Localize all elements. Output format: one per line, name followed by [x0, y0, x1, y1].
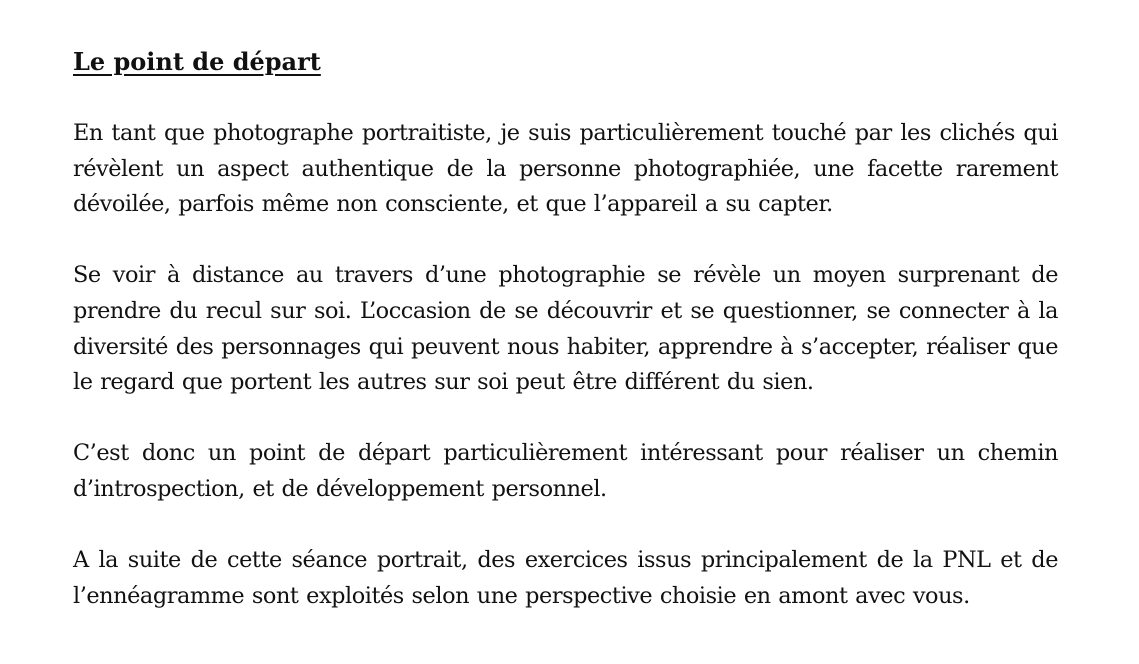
document-page	[73, 44, 1058, 614]
section-title: Le point de départ	[73, 47, 321, 76]
paragraph-introspection: C’est donc un point de départ particulièrement intéressant pour réaliser un chemin d’introspection, et de développement personnel.	[73, 440, 1058, 502]
paragraph-exercises: A la suite de cette séance portrait, des exercices issus principalement de la PNL et de l’ennéagramme sont exploités selon une perspective choisie en amont avec vous.	[73, 547, 1058, 609]
paragraph-distance: Se voir à distance au travers d’une photographie se révèle un moyen surprenant de prendre du recul sur soi. L’occasion de se découvrir et se questionner, se connecter à la diversité des personnages qui peuvent nous habiter, apprendre à s’accepter, réaliser que le regard que portent les autres sur soi peut être différent du sien.	[73, 262, 1058, 396]
paragraph-intro: En tant que photographe portraitiste, je suis particulièrement touché par les clichés qui révèlent un aspect authentique de la personne photographiée, une facette rarement dévoilée, parfois même non consciente, et que l’appareil a su capter.	[73, 120, 1058, 218]
